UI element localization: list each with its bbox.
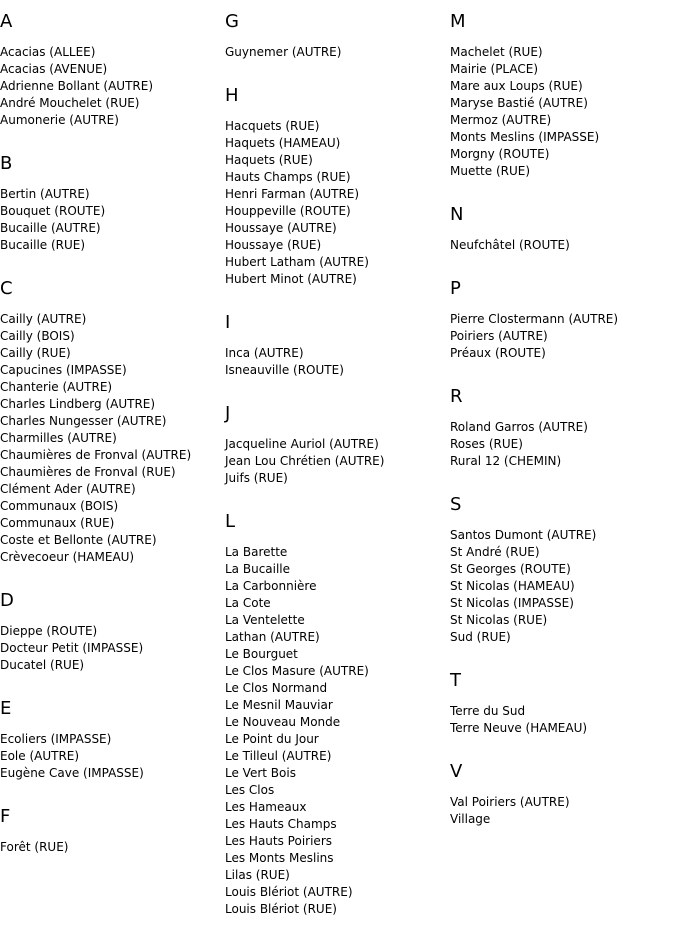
letter-section-r: [450, 385, 670, 470]
street-name: Isneauville (ROUTE): [225, 363, 344, 377]
section-letter-heading: L: [225, 511, 236, 532]
street-name: Docteur Petit (IMPASSE): [0, 641, 144, 655]
street-name: Le Point du Jour: [225, 732, 319, 746]
street-name: Houppeville (ROUTE): [225, 204, 351, 218]
letter-section-f: [0, 805, 220, 856]
section-letter-heading: P: [450, 278, 461, 299]
street-list: [0, 44, 220, 129]
street-name: Pierre Clostermann (AUTRE): [450, 312, 619, 326]
street-index-column-1: [0, 10, 220, 879]
street-name: Le Clos Normand: [225, 681, 328, 695]
street-name: Haquets (RUE): [225, 153, 313, 167]
street-name: Crèvecoeur (HAMEAU): [0, 550, 135, 564]
street-name: Communaux (BOIS): [0, 499, 119, 513]
street-name: Lilas (RUE): [225, 868, 290, 882]
street-name: Poiriers (AUTRE): [450, 329, 548, 343]
letter-section-t: [450, 669, 670, 737]
street-list: [225, 544, 445, 918]
street-name: Louis Blériot (RUE): [225, 902, 337, 916]
section-letter-heading: T: [450, 670, 461, 691]
street-name: Hacquets (RUE): [225, 119, 320, 133]
street-name: Communaux (RUE): [0, 516, 115, 530]
street-name: Forêt (RUE): [0, 840, 69, 854]
letter-section-i: [225, 311, 445, 379]
street-name: Le Vert Bois: [225, 766, 296, 780]
street-list: [450, 703, 670, 737]
street-name: Le Clos Masure (AUTRE): [225, 664, 369, 678]
street-name: Morgny (ROUTE): [450, 147, 550, 161]
section-letter-heading: B: [0, 153, 13, 174]
letter-section-n: [450, 203, 670, 254]
street-name: Cailly (AUTRE): [0, 312, 87, 326]
section-letter-heading: S: [450, 494, 462, 515]
street-name: Le Tilleul (AUTRE): [225, 749, 332, 763]
street-name: Eugène Cave (IMPASSE): [0, 766, 144, 780]
street-name: Louis Blériot (AUTRE): [225, 885, 353, 899]
street-name: Roland Garros (AUTRE): [450, 420, 588, 434]
street-name: St André (RUE): [450, 545, 540, 559]
section-letter-heading: N: [450, 204, 464, 225]
street-name: Rural 12 (CHEMIN): [450, 454, 562, 468]
street-name: Eole (AUTRE): [0, 749, 80, 763]
section-letter-heading: E: [0, 698, 12, 719]
street-name: Cailly (BOIS): [0, 329, 75, 343]
street-name: Dieppe (ROUTE): [0, 624, 98, 638]
street-name: Neufchâtel (ROUTE): [450, 238, 570, 252]
street-name: Les Hauts Champs: [225, 817, 337, 831]
street-name: Charles Nungesser (AUTRE): [0, 414, 167, 428]
street-name: Jean Lou Chrétien (AUTRE): [225, 454, 385, 468]
street-name: Acacias (ALLEE): [0, 45, 96, 59]
street-name: Machelet (RUE): [450, 45, 543, 59]
letter-section-c: [0, 277, 220, 566]
street-list: [450, 419, 670, 470]
street-name: Chaumières de Fronval (AUTRE): [0, 448, 192, 462]
street-name: Les Hameaux: [225, 800, 307, 814]
street-name: Le Nouveau Monde: [225, 715, 341, 729]
street-name: Le Bourguet: [225, 647, 298, 661]
street-name: Acacias (AVENUE): [0, 62, 108, 76]
letter-section-a: [0, 10, 220, 129]
section-letter-heading: M: [450, 11, 466, 32]
street-list: [225, 345, 445, 379]
street-name: Village: [450, 812, 491, 826]
street-name: Haquets (HAMEAU): [225, 136, 341, 150]
street-list: [0, 311, 220, 566]
street-name: Capucines (IMPASSE): [0, 363, 127, 377]
section-letter-heading: G: [225, 11, 239, 32]
street-name: Bertin (AUTRE): [0, 187, 90, 201]
street-name: Ecoliers (IMPASSE): [0, 732, 112, 746]
letter-section-s: [450, 493, 670, 646]
street-name: Les Hauts Poiriers: [225, 834, 332, 848]
street-list: [225, 44, 445, 61]
street-list: [450, 311, 670, 362]
letter-section-h: [225, 84, 445, 288]
street-name: Charmilles (AUTRE): [0, 431, 117, 445]
street-name: La Cote: [225, 596, 271, 610]
street-name: La Bucaille: [225, 562, 291, 576]
section-letter-heading: H: [225, 85, 239, 106]
section-letter-heading: J: [225, 403, 231, 424]
street-name: Maryse Bastié (AUTRE): [450, 96, 588, 110]
street-name: Juifs (RUE): [225, 471, 288, 485]
street-name: Mairie (PLACE): [450, 62, 539, 76]
street-name: Hauts Champs (RUE): [225, 170, 351, 184]
street-list: [450, 794, 670, 828]
letter-section-j: [225, 402, 445, 487]
street-name: Clément Ader (AUTRE): [0, 482, 136, 496]
section-letter-heading: I: [225, 312, 231, 333]
street-name: Hubert Minot (AUTRE): [225, 272, 357, 286]
street-name: André Mouchelet (RUE): [0, 96, 140, 110]
street-name: Guynemer (AUTRE): [225, 45, 342, 59]
letter-section-g: [225, 10, 445, 61]
letter-section-m: [450, 10, 670, 180]
street-name: Lathan (AUTRE): [225, 630, 320, 644]
street-name: Les Monts Meslins: [225, 851, 334, 865]
street-list: [450, 237, 670, 254]
street-list: [0, 623, 220, 674]
street-name: Houssaye (RUE): [225, 238, 322, 252]
letter-section-e: [0, 697, 220, 782]
street-name: Monts Meslins (IMPASSE): [450, 130, 600, 144]
street-name: Houssaye (AUTRE): [225, 221, 337, 235]
street-name: Chanterie (AUTRE): [0, 380, 113, 394]
street-list: [225, 436, 445, 487]
street-name: Terre Neuve (HAMEAU): [450, 721, 588, 735]
section-letter-heading: A: [0, 11, 13, 32]
street-name: Cailly (RUE): [0, 346, 71, 360]
street-name: Hubert Latham (AUTRE): [225, 255, 369, 269]
street-list: [0, 839, 220, 856]
street-name: Terre du Sud: [450, 704, 526, 718]
letter-section-v: [450, 760, 670, 828]
letter-section-d: [0, 589, 220, 674]
street-name: Bucaille (RUE): [0, 238, 86, 252]
street-name: Charles Lindberg (AUTRE): [0, 397, 156, 411]
street-name: La Carbonnière: [225, 579, 317, 593]
section-letter-heading: D: [0, 590, 14, 611]
street-list: [225, 118, 445, 288]
letter-section-l: [225, 510, 445, 918]
street-name: Henri Farman (AUTRE): [225, 187, 360, 201]
street-name: Jacqueline Auriol (AUTRE): [225, 437, 379, 451]
street-name: St Nicolas (HAMEAU): [450, 579, 575, 593]
street-name: Les Clos: [225, 783, 275, 797]
street-name: Coste et Bellonte (AUTRE): [0, 533, 157, 547]
section-letter-heading: C: [0, 278, 13, 299]
street-index-column-2: [225, 10, 445, 941]
street-name: La Ventelette: [225, 613, 305, 627]
street-name: Sud (RUE): [450, 630, 511, 644]
section-letter-heading: F: [0, 806, 11, 827]
street-name: Aumonerie (AUTRE): [0, 113, 119, 127]
street-name: Bouquet (ROUTE): [0, 204, 106, 218]
street-list: [450, 44, 670, 180]
street-name: Adrienne Bollant (AUTRE): [0, 79, 153, 93]
street-name: Le Mesnil Mauviar: [225, 698, 333, 712]
letter-section-p: [450, 277, 670, 362]
street-list: [0, 186, 220, 254]
street-name: Mare aux Loups (RUE): [450, 79, 583, 93]
street-name: La Barette: [225, 545, 288, 559]
street-index-column-3: [450, 10, 670, 851]
street-name: Bucaille (AUTRE): [0, 221, 101, 235]
section-letter-heading: V: [450, 761, 463, 782]
street-name: Inca (AUTRE): [225, 346, 304, 360]
street-name: St Nicolas (IMPASSE): [450, 596, 574, 610]
street-name: Val Poiriers (AUTRE): [450, 795, 570, 809]
street-list: [450, 527, 670, 646]
street-name: Mermoz (AUTRE): [450, 113, 552, 127]
street-name: Ducatel (RUE): [0, 658, 85, 672]
street-name: St Georges (ROUTE): [450, 562, 571, 576]
section-letter-heading: R: [450, 386, 463, 407]
street-name: Muette (RUE): [450, 164, 531, 178]
street-name: St Nicolas (RUE): [450, 613, 548, 627]
street-name: Santos Dumont (AUTRE): [450, 528, 597, 542]
street-name: Préaux (ROUTE): [450, 346, 546, 360]
street-list: [0, 731, 220, 782]
street-name: Chaumières de Fronval (RUE): [0, 465, 176, 479]
street-name: Roses (RUE): [450, 437, 523, 451]
letter-section-b: [0, 152, 220, 254]
